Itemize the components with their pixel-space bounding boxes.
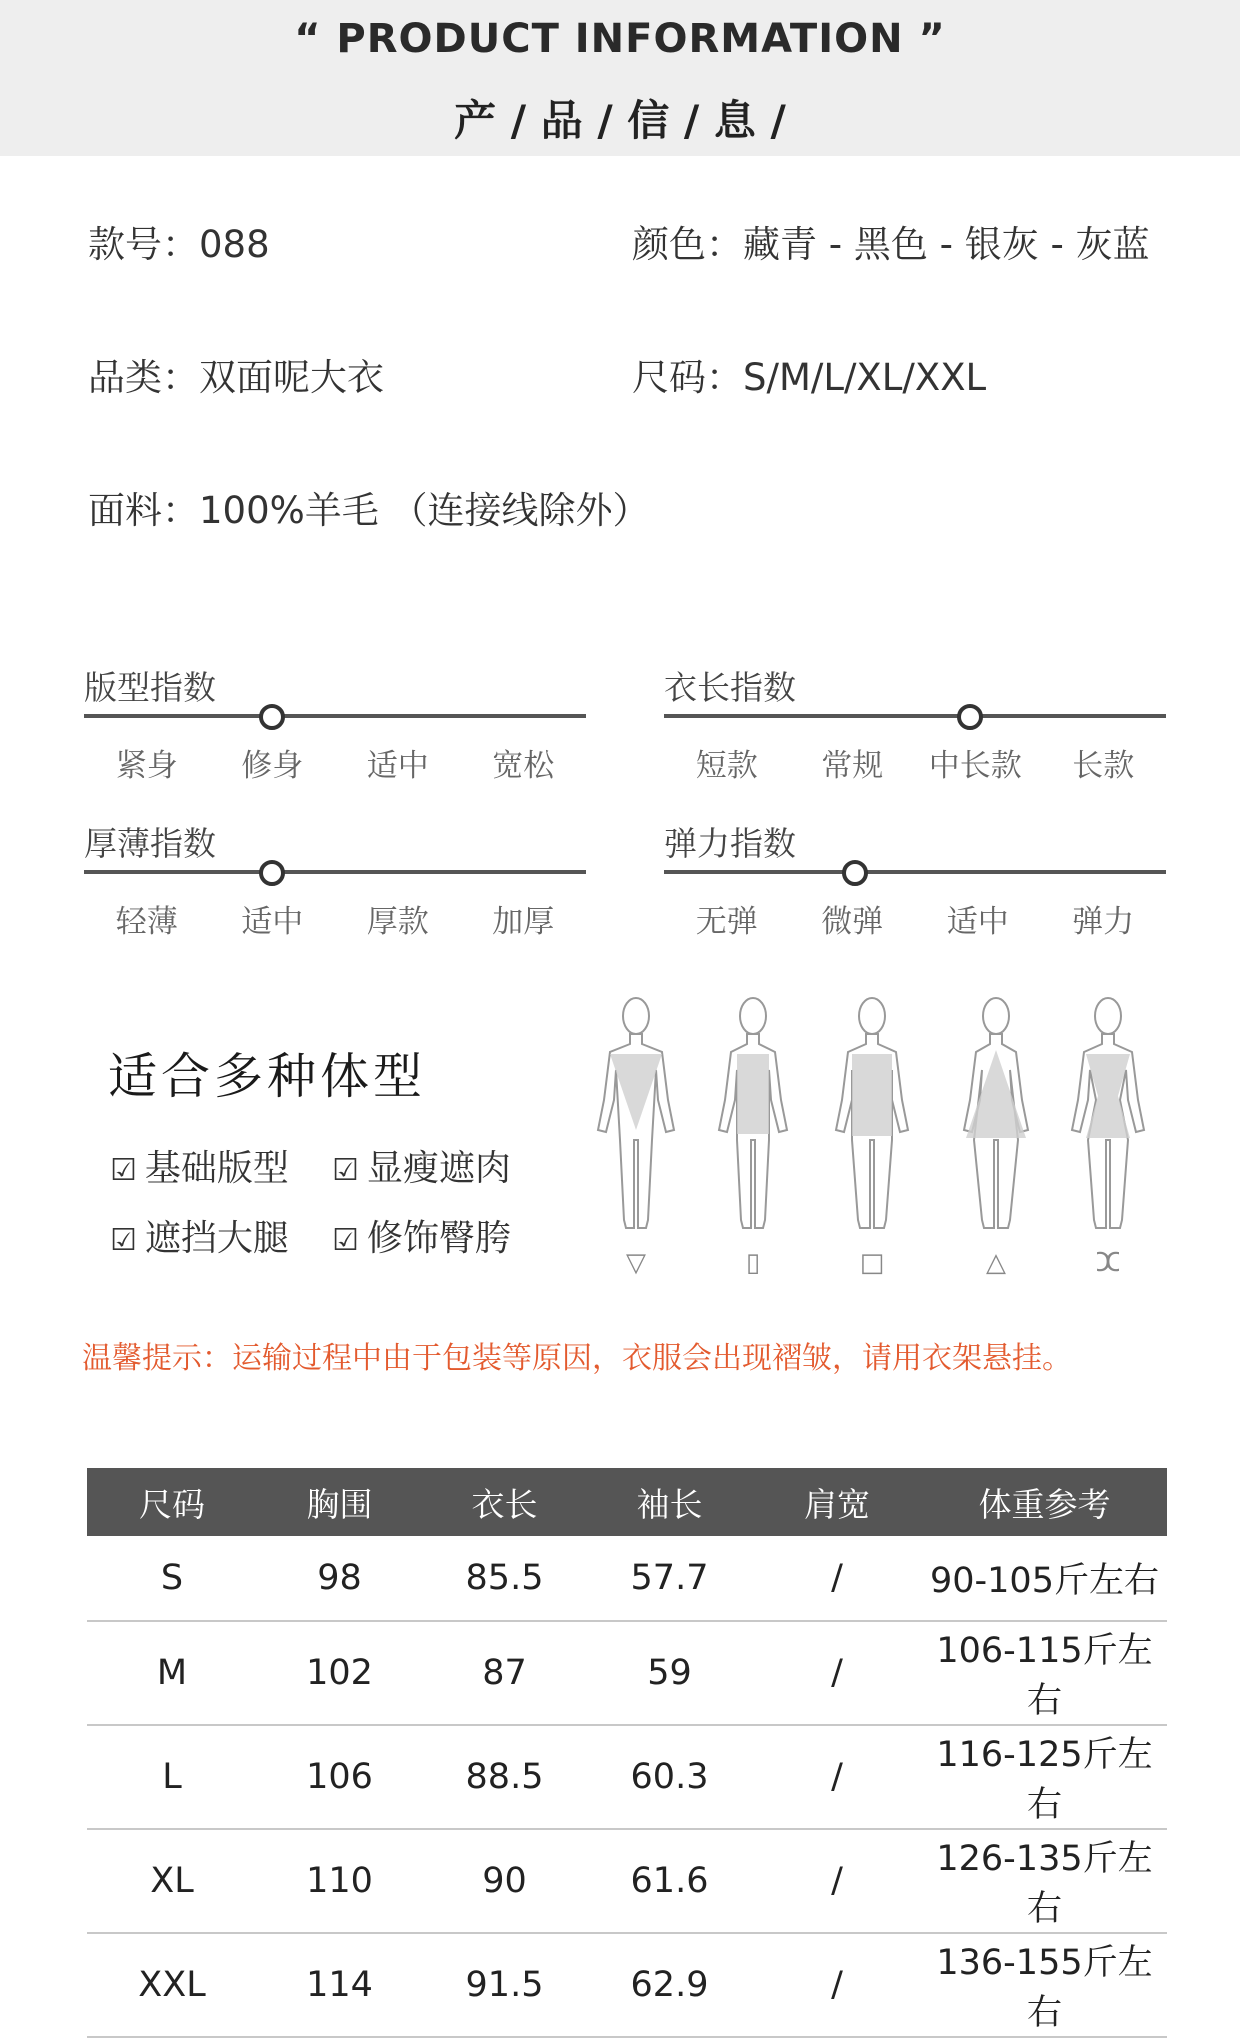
info-color: 颜色：藏青 - 黑色 - 银灰 - 灰蓝 xyxy=(632,223,1150,266)
body-figure-triangle xyxy=(946,990,1046,1280)
body-shape-symbol: ⵋ xyxy=(1095,1248,1121,1278)
table-row xyxy=(87,1536,1167,1621)
feature-label: 显瘦遮肉 xyxy=(366,1148,511,1189)
table-header-row xyxy=(87,1468,1167,1536)
table-cell: 61.6 xyxy=(587,1829,752,1933)
column-header: 肩宽 xyxy=(752,1468,922,1536)
table-cell: M xyxy=(87,1621,257,1725)
table-cell: 87 xyxy=(422,1621,587,1725)
check-box-icon: ☑ xyxy=(332,1153,359,1188)
index-thickness xyxy=(84,818,586,958)
table-cell: 116-125斤左右 xyxy=(922,1725,1167,1829)
check-box-icon: ☑ xyxy=(110,1153,137,1188)
index-track xyxy=(84,870,586,874)
feature-item xyxy=(332,1210,511,1261)
table-cell: S xyxy=(87,1536,257,1621)
care-notice: 温馨提示：运输过程中由于包装等原因，衣服会出现褶皱，请用衣架悬挂。 xyxy=(82,1341,1072,1376)
index-slider-knob xyxy=(957,704,983,730)
body-outline-icon xyxy=(1058,990,1158,1280)
feature-item xyxy=(332,1140,511,1191)
index-label: 长款 xyxy=(1072,748,1135,784)
column-header: 衣长 xyxy=(422,1468,587,1536)
table-cell: 126-135斤左右 xyxy=(922,1829,1167,1933)
header-title-cn: 产 / 品 / 信 / 息 / xyxy=(454,96,786,145)
column-header: 胸围 xyxy=(257,1468,422,1536)
header-banner xyxy=(0,0,1240,156)
index-slider-knob xyxy=(259,860,285,886)
body-figure-rectangle xyxy=(703,990,803,1280)
table-cell: 90 xyxy=(422,1829,587,1933)
table-row xyxy=(87,1725,1167,1829)
index-track xyxy=(664,714,1166,718)
index-elasticity xyxy=(664,818,1166,958)
table-cell: / xyxy=(752,1829,922,1933)
table-cell: 88.5 xyxy=(422,1725,587,1829)
info-fabric: 面料：100%羊毛 （连接线除外） xyxy=(88,489,650,532)
index-track xyxy=(84,714,586,718)
index-length xyxy=(664,662,1166,802)
table-row xyxy=(87,1933,1167,2037)
table-cell: XL xyxy=(87,1829,257,1933)
body-shape-symbol: ▽ xyxy=(626,1248,646,1278)
body-outline-icon xyxy=(822,990,922,1280)
table-cell: 114 xyxy=(257,1933,422,2037)
table-row xyxy=(87,1621,1167,1725)
feature-label: 基础版型 xyxy=(144,1148,289,1189)
check-box-icon: ☑ xyxy=(110,1223,137,1258)
table-cell: 85.5 xyxy=(422,1536,587,1621)
index-title: 衣长指数 xyxy=(664,668,796,707)
index-track xyxy=(664,870,1166,874)
table-cell: 60.3 xyxy=(587,1725,752,1829)
body-outline-icon xyxy=(946,990,1046,1280)
index-label: 加厚 xyxy=(492,904,555,940)
check-box-icon: ☑ xyxy=(332,1223,359,1258)
column-header: 尺码 xyxy=(87,1468,257,1536)
table-cell: XXL xyxy=(87,1933,257,2037)
info-size: 尺码：S/M/L/XL/XXL xyxy=(632,356,987,399)
index-label: 厚款 xyxy=(366,904,429,940)
table-cell: 90-105斤左右 xyxy=(922,1536,1167,1621)
index-label: 宽松 xyxy=(492,748,555,784)
table-cell: / xyxy=(752,1621,922,1725)
column-header: 体重参考 xyxy=(922,1468,1167,1536)
table-cell: 59 xyxy=(587,1621,752,1725)
index-label: 弹力 xyxy=(1072,904,1135,940)
table-row xyxy=(87,1829,1167,1933)
body-shape-symbol: ▯ xyxy=(745,1248,761,1278)
index-label: 微弹 xyxy=(821,904,884,940)
table-cell: / xyxy=(752,1725,922,1829)
index-label: 适中 xyxy=(366,748,429,784)
table-cell: 106 xyxy=(257,1725,422,1829)
index-label: 修身 xyxy=(241,748,304,784)
body-outline-icon xyxy=(586,990,686,1280)
index-title: 弹力指数 xyxy=(664,824,796,863)
body-figure-inverted-triangle xyxy=(586,990,686,1280)
index-label: 适中 xyxy=(946,904,1009,940)
body-shape-symbol: □ xyxy=(859,1248,885,1278)
table-cell: 91.5 xyxy=(422,1933,587,2037)
index-label: 无弹 xyxy=(695,904,758,940)
column-header: 袖长 xyxy=(587,1468,752,1536)
index-label: 适中 xyxy=(241,904,304,940)
table-cell: 98 xyxy=(257,1536,422,1621)
body-outline-icon xyxy=(703,990,803,1280)
body-figure-square xyxy=(822,990,922,1280)
table-cell: 106-115斤左右 xyxy=(922,1621,1167,1725)
feature-label: 遮挡大腿 xyxy=(144,1218,289,1259)
index-title: 版型指数 xyxy=(84,668,216,707)
index-label: 中长款 xyxy=(928,748,1022,784)
table-cell: 62.9 xyxy=(587,1933,752,2037)
header-title-en: “ PRODUCT INFORMATION ” xyxy=(294,16,946,62)
feature-label: 修饰臀胯 xyxy=(366,1218,511,1259)
index-slider-knob xyxy=(842,860,868,886)
table-cell: 136-155斤左右 xyxy=(922,1933,1167,2037)
body-shape-symbol: △ xyxy=(986,1248,1006,1278)
feature-item xyxy=(110,1140,289,1191)
table-cell: / xyxy=(752,1536,922,1621)
table-cell: L xyxy=(87,1725,257,1829)
table-cell: 110 xyxy=(257,1829,422,1933)
info-category: 品类：双面呢大衣 xyxy=(88,356,384,399)
index-label: 常规 xyxy=(821,748,884,784)
table-cell: / xyxy=(752,1933,922,2037)
table-cell: 102 xyxy=(257,1621,422,1725)
index-label: 轻薄 xyxy=(115,904,178,940)
index-label: 紧身 xyxy=(115,748,178,784)
feature-item xyxy=(110,1210,289,1261)
index-label: 短款 xyxy=(695,748,758,784)
size-table xyxy=(87,1468,1167,2038)
body-type-title: 适合多种体型 xyxy=(108,1048,427,1105)
index-slider-knob xyxy=(259,704,285,730)
index-title: 厚薄指数 xyxy=(84,824,216,863)
table-cell: 57.7 xyxy=(587,1536,752,1621)
index-fit xyxy=(84,662,586,802)
body-figure-hourglass xyxy=(1058,990,1158,1280)
info-style-no: 款号：088 xyxy=(88,223,270,266)
